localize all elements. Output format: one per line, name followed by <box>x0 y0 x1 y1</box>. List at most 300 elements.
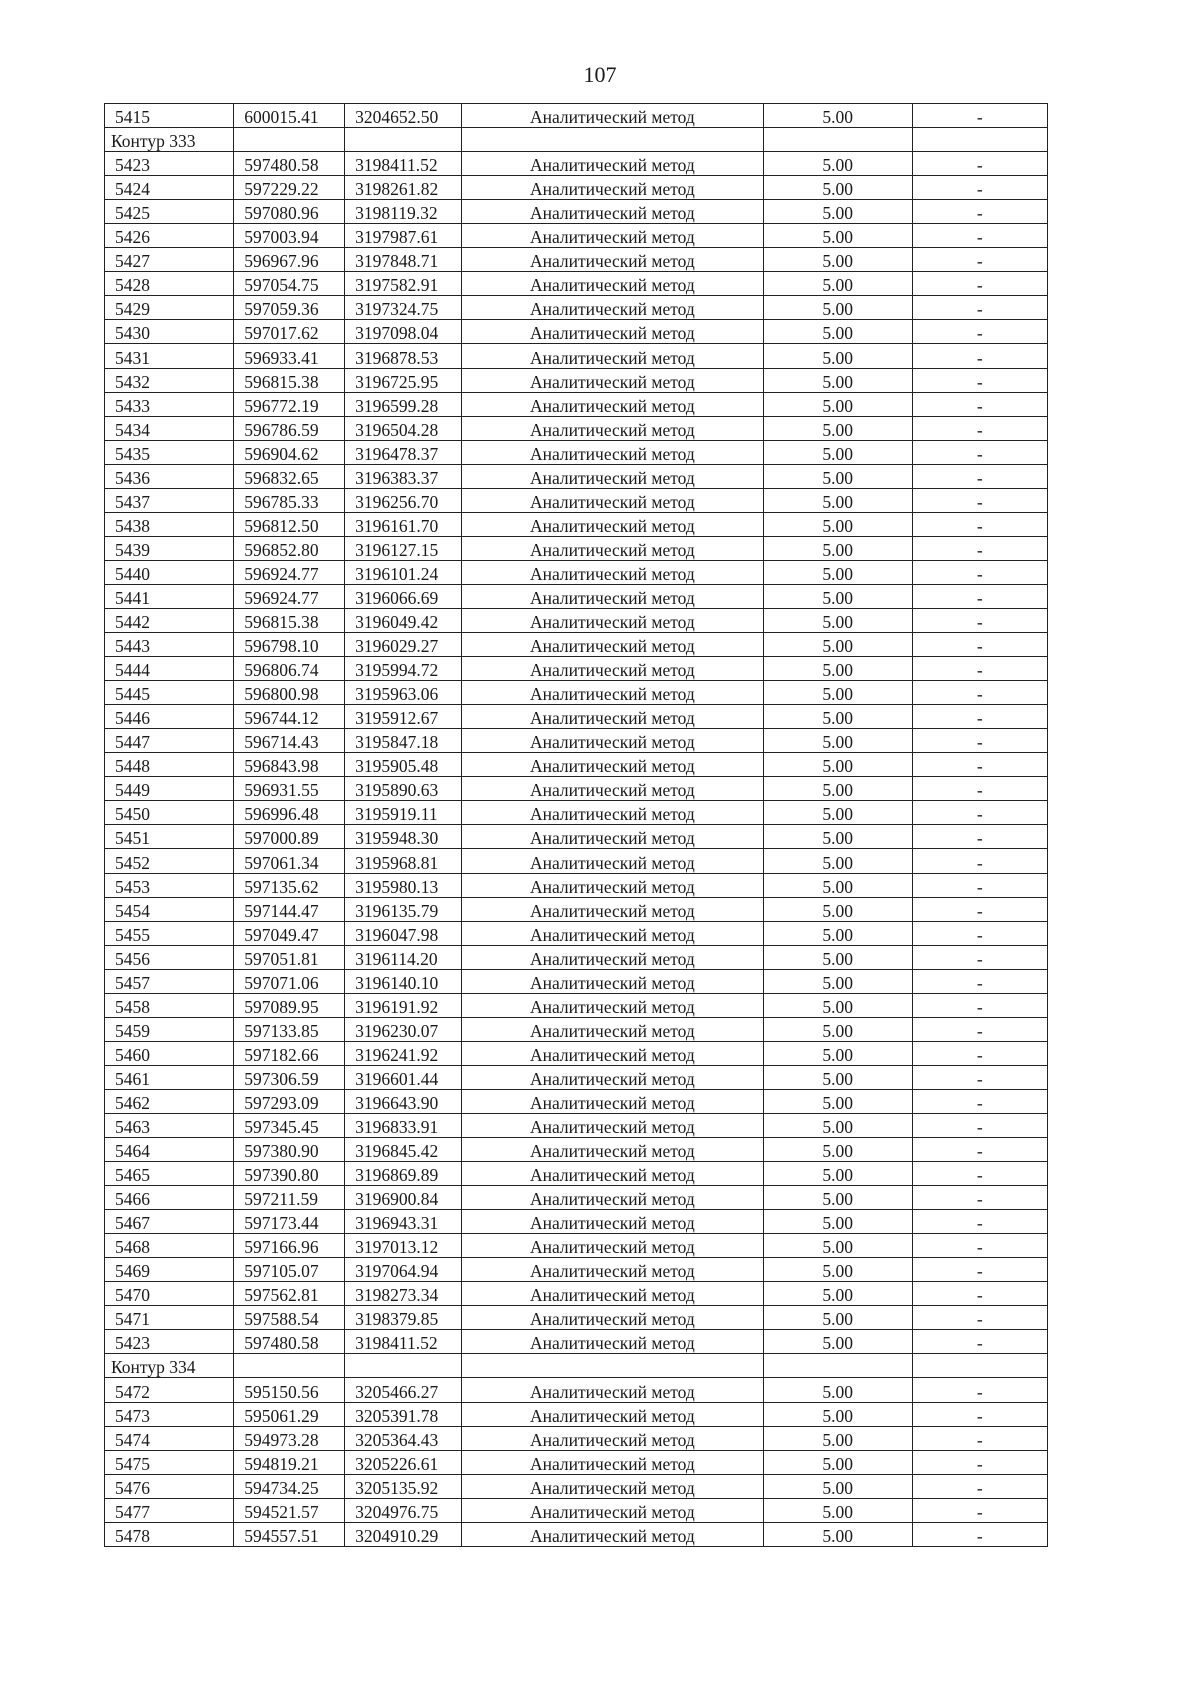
point-number-cell: 5428 <box>105 272 234 296</box>
error-cell: 5.00 <box>763 536 912 560</box>
y-coordinate-cell: 3196049.42 <box>345 608 462 632</box>
error-cell: 5.00 <box>763 873 912 897</box>
method-cell: Аналитический метод <box>462 1065 764 1089</box>
error-cell: 5.00 <box>763 272 912 296</box>
description-cell: - <box>912 1186 1047 1210</box>
point-number-cell: 5415 <box>105 104 234 128</box>
error-cell: 5.00 <box>763 1402 912 1426</box>
x-coordinate-cell: 600015.41 <box>234 104 345 128</box>
description-cell: - <box>912 560 1047 584</box>
table-row <box>105 825 1048 849</box>
point-number-cell: 5473 <box>105 1402 234 1426</box>
x-coordinate-cell: 596843.98 <box>234 753 345 777</box>
method-cell: Аналитический метод <box>462 1426 764 1450</box>
table-row <box>105 1089 1048 1113</box>
point-number-cell: 5470 <box>105 1282 234 1306</box>
error-cell: 5.00 <box>763 969 912 993</box>
error-cell: 5.00 <box>763 1378 912 1402</box>
error-cell: 5.00 <box>763 512 912 536</box>
y-coordinate-cell: 3205364.43 <box>345 1426 462 1450</box>
y-coordinate-cell: 3204976.75 <box>345 1498 462 1522</box>
y-coordinate-cell: 3205466.27 <box>345 1378 462 1402</box>
description-cell: - <box>912 1450 1047 1474</box>
x-coordinate-cell: 596832.65 <box>234 464 345 488</box>
method-cell: Аналитический метод <box>462 1138 764 1162</box>
x-coordinate-cell: 596785.33 <box>234 488 345 512</box>
x-coordinate-cell: 596798.10 <box>234 633 345 657</box>
error-cell: 5.00 <box>763 825 912 849</box>
point-number-cell: 5436 <box>105 464 234 488</box>
x-coordinate-cell: 594973.28 <box>234 1426 345 1450</box>
method-cell: Аналитический метод <box>462 657 764 681</box>
error-cell: 5.00 <box>763 1330 912 1354</box>
x-coordinate-cell: 596744.12 <box>234 705 345 729</box>
y-coordinate-cell: 3205391.78 <box>345 1402 462 1426</box>
x-coordinate-cell: 596815.38 <box>234 608 345 632</box>
x-coordinate-cell: 597061.34 <box>234 849 345 873</box>
description-cell: - <box>912 248 1047 272</box>
method-cell: Аналитический метод <box>462 1258 764 1282</box>
description-cell: - <box>912 1113 1047 1137</box>
error-cell: 5.00 <box>763 176 912 200</box>
table-row <box>105 921 1048 945</box>
y-coordinate-cell: 3195912.67 <box>345 705 462 729</box>
error-cell: 5.00 <box>763 993 912 1017</box>
x-coordinate-cell: 594819.21 <box>234 1450 345 1474</box>
description-cell: - <box>912 1498 1047 1522</box>
point-number-cell: 5454 <box>105 897 234 921</box>
table-row <box>105 248 1048 272</box>
contour-label: Контур 333 <box>105 128 234 152</box>
y-coordinate-cell: 3196900.84 <box>345 1186 462 1210</box>
method-cell: Аналитический метод <box>462 608 764 632</box>
method-cell: Аналитический метод <box>462 1162 764 1186</box>
description-cell: - <box>912 320 1047 344</box>
point-number-cell: 5462 <box>105 1089 234 1113</box>
x-coordinate-cell: 597306.59 <box>234 1065 345 1089</box>
point-number-cell: 5434 <box>105 416 234 440</box>
table-row <box>105 224 1048 248</box>
method-cell: Аналитический метод <box>462 176 764 200</box>
point-number-cell: 5466 <box>105 1186 234 1210</box>
y-coordinate-cell: 3205226.61 <box>345 1450 462 1474</box>
y-coordinate-cell: 3205135.92 <box>345 1474 462 1498</box>
method-cell: Аналитический метод <box>462 849 764 873</box>
point-number-cell: 5439 <box>105 536 234 560</box>
point-number-cell: 5451 <box>105 825 234 849</box>
point-number-cell: 5448 <box>105 753 234 777</box>
point-number-cell: 5476 <box>105 1474 234 1498</box>
point-number-cell: 5474 <box>105 1426 234 1450</box>
empty-cell <box>234 128 345 152</box>
table-row <box>105 945 1048 969</box>
error-cell: 5.00 <box>763 705 912 729</box>
x-coordinate-cell: 596806.74 <box>234 657 345 681</box>
method-cell: Аналитический метод <box>462 392 764 416</box>
table-row <box>105 1282 1048 1306</box>
point-number-cell: 5423 <box>105 1330 234 1354</box>
point-number-cell: 5460 <box>105 1041 234 1065</box>
y-coordinate-cell: 3196140.10 <box>345 969 462 993</box>
error-cell: 5.00 <box>763 1426 912 1450</box>
error-cell: 5.00 <box>763 657 912 681</box>
table-row <box>105 1065 1048 1089</box>
point-number-cell: 5477 <box>105 1498 234 1522</box>
method-cell: Аналитический метод <box>462 1330 764 1354</box>
error-cell: 5.00 <box>763 921 912 945</box>
method-cell: Аналитический метод <box>462 1522 764 1546</box>
error-cell: 5.00 <box>763 1498 912 1522</box>
x-coordinate-cell: 597071.06 <box>234 969 345 993</box>
x-coordinate-cell: 597182.66 <box>234 1041 345 1065</box>
error-cell: 5.00 <box>763 104 912 128</box>
y-coordinate-cell: 3196478.37 <box>345 440 462 464</box>
point-number-cell: 5423 <box>105 152 234 176</box>
x-coordinate-cell: 597562.81 <box>234 1282 345 1306</box>
y-coordinate-cell: 3195980.13 <box>345 873 462 897</box>
point-number-cell: 5459 <box>105 1017 234 1041</box>
error-cell: 5.00 <box>763 560 912 584</box>
table-row <box>105 1258 1048 1282</box>
error-cell: 5.00 <box>763 849 912 873</box>
method-cell: Аналитический метод <box>462 1306 764 1330</box>
error-cell: 5.00 <box>763 1234 912 1258</box>
error-cell: 5.00 <box>763 753 912 777</box>
table-row <box>105 1186 1048 1210</box>
table-row <box>105 873 1048 897</box>
point-number-cell: 5444 <box>105 657 234 681</box>
description-cell: - <box>912 152 1047 176</box>
table-row <box>105 488 1048 512</box>
description-cell: - <box>912 1162 1047 1186</box>
point-number-cell: 5471 <box>105 1306 234 1330</box>
table-row <box>105 1498 1048 1522</box>
description-cell: - <box>912 1282 1047 1306</box>
y-coordinate-cell: 3196725.95 <box>345 368 462 392</box>
x-coordinate-cell: 597049.47 <box>234 921 345 945</box>
method-cell: Аналитический метод <box>462 1474 764 1498</box>
empty-cell <box>912 1354 1047 1378</box>
x-coordinate-cell: 594734.25 <box>234 1474 345 1498</box>
point-number-cell: 5433 <box>105 392 234 416</box>
point-number-cell: 5427 <box>105 248 234 272</box>
table-row <box>105 464 1048 488</box>
y-coordinate-cell: 3196256.70 <box>345 488 462 512</box>
table-row <box>105 296 1048 320</box>
description-cell: - <box>912 1089 1047 1113</box>
table-row <box>105 1210 1048 1234</box>
description-cell: - <box>912 753 1047 777</box>
table-row <box>105 801 1048 825</box>
method-cell: Аналитический метод <box>462 873 764 897</box>
table-row <box>105 272 1048 296</box>
y-coordinate-cell: 3197013.12 <box>345 1234 462 1258</box>
table-row <box>105 681 1048 705</box>
y-coordinate-cell: 3198379.85 <box>345 1306 462 1330</box>
y-coordinate-cell: 3196114.20 <box>345 945 462 969</box>
point-number-cell: 5431 <box>105 344 234 368</box>
table-row <box>105 1402 1048 1426</box>
error-cell: 5.00 <box>763 1282 912 1306</box>
method-cell: Аналитический метод <box>462 729 764 753</box>
x-coordinate-cell: 597089.95 <box>234 993 345 1017</box>
table-row <box>105 1474 1048 1498</box>
empty-cell <box>234 1354 345 1378</box>
description-cell: - <box>912 777 1047 801</box>
table-row <box>105 1306 1048 1330</box>
table-row <box>105 584 1048 608</box>
table-row <box>105 512 1048 536</box>
page-number: 107 <box>583 62 617 87</box>
description-cell: - <box>912 296 1047 320</box>
description-cell: - <box>912 512 1047 536</box>
point-number-cell: 5452 <box>105 849 234 873</box>
x-coordinate-cell: 597054.75 <box>234 272 345 296</box>
error-cell: 5.00 <box>763 681 912 705</box>
description-cell: - <box>912 1138 1047 1162</box>
error-cell: 5.00 <box>763 1186 912 1210</box>
point-number-cell: 5425 <box>105 200 234 224</box>
contour-label: Контур 334 <box>105 1354 234 1378</box>
y-coordinate-cell: 3197098.04 <box>345 320 462 344</box>
y-coordinate-cell: 3197064.94 <box>345 1258 462 1282</box>
contour-header-row <box>105 1354 1048 1378</box>
description-cell: - <box>912 1065 1047 1089</box>
error-cell: 5.00 <box>763 897 912 921</box>
empty-cell <box>462 1354 764 1378</box>
y-coordinate-cell: 3196191.92 <box>345 993 462 1017</box>
y-coordinate-cell: 3198261.82 <box>345 176 462 200</box>
x-coordinate-cell: 597105.07 <box>234 1258 345 1282</box>
y-coordinate-cell: 3195948.30 <box>345 825 462 849</box>
x-coordinate-cell: 595150.56 <box>234 1378 345 1402</box>
y-coordinate-cell: 3198411.52 <box>345 1330 462 1354</box>
error-cell: 5.00 <box>763 1041 912 1065</box>
empty-cell <box>345 1354 462 1378</box>
table-row <box>105 1017 1048 1041</box>
method-cell: Аналитический метод <box>462 969 764 993</box>
table-row <box>105 416 1048 440</box>
method-cell: Аналитический метод <box>462 945 764 969</box>
method-cell: Аналитический метод <box>462 993 764 1017</box>
description-cell: - <box>912 825 1047 849</box>
error-cell: 5.00 <box>763 801 912 825</box>
table-row <box>105 1522 1048 1546</box>
description-cell: - <box>912 1234 1047 1258</box>
method-cell: Аналитический метод <box>462 1498 764 1522</box>
y-coordinate-cell: 3195963.06 <box>345 681 462 705</box>
y-coordinate-cell: 3196869.89 <box>345 1162 462 1186</box>
y-coordinate-cell: 3196601.44 <box>345 1065 462 1089</box>
method-cell: Аналитический метод <box>462 1282 764 1306</box>
method-cell: Аналитический метод <box>462 705 764 729</box>
x-coordinate-cell: 597017.62 <box>234 320 345 344</box>
description-cell: - <box>912 897 1047 921</box>
point-number-cell: 5455 <box>105 921 234 945</box>
point-number-cell: 5468 <box>105 1234 234 1258</box>
point-number-cell: 5472 <box>105 1378 234 1402</box>
y-coordinate-cell: 3195890.63 <box>345 777 462 801</box>
description-cell: - <box>912 633 1047 657</box>
description-cell: - <box>912 1258 1047 1282</box>
x-coordinate-cell: 597293.09 <box>234 1089 345 1113</box>
error-cell: 5.00 <box>763 320 912 344</box>
description-cell: - <box>912 969 1047 993</box>
x-coordinate-cell: 596772.19 <box>234 392 345 416</box>
description-cell: - <box>912 1474 1047 1498</box>
y-coordinate-cell: 3196161.70 <box>345 512 462 536</box>
method-cell: Аналитический метод <box>462 584 764 608</box>
error-cell: 5.00 <box>763 416 912 440</box>
point-number-cell: 5437 <box>105 488 234 512</box>
error-cell: 5.00 <box>763 296 912 320</box>
y-coordinate-cell: 3196878.53 <box>345 344 462 368</box>
y-coordinate-cell: 3195994.72 <box>345 657 462 681</box>
x-coordinate-cell: 597173.44 <box>234 1210 345 1234</box>
description-cell: - <box>912 392 1047 416</box>
x-coordinate-cell: 597380.90 <box>234 1138 345 1162</box>
error-cell: 5.00 <box>763 1089 912 1113</box>
method-cell: Аналитический метод <box>462 152 764 176</box>
y-coordinate-cell: 3198411.52 <box>345 152 462 176</box>
y-coordinate-cell: 3196101.24 <box>345 560 462 584</box>
y-coordinate-cell: 3197324.75 <box>345 296 462 320</box>
table-row <box>105 897 1048 921</box>
method-cell: Аналитический метод <box>462 104 764 128</box>
x-coordinate-cell: 595061.29 <box>234 1402 345 1426</box>
description-cell: - <box>912 1330 1047 1354</box>
error-cell: 5.00 <box>763 224 912 248</box>
error-cell: 5.00 <box>763 200 912 224</box>
error-cell: 5.00 <box>763 1162 912 1186</box>
y-coordinate-cell: 3196230.07 <box>345 1017 462 1041</box>
point-number-cell: 5430 <box>105 320 234 344</box>
table-row <box>105 777 1048 801</box>
error-cell: 5.00 <box>763 1065 912 1089</box>
x-coordinate-cell: 596815.38 <box>234 368 345 392</box>
y-coordinate-cell: 3195968.81 <box>345 849 462 873</box>
y-coordinate-cell: 3196241.92 <box>345 1041 462 1065</box>
error-cell: 5.00 <box>763 344 912 368</box>
y-coordinate-cell: 3197987.61 <box>345 224 462 248</box>
table-row <box>105 849 1048 873</box>
table-row <box>105 1330 1048 1354</box>
description-cell: - <box>912 272 1047 296</box>
description-cell: - <box>912 176 1047 200</box>
x-coordinate-cell: 596967.96 <box>234 248 345 272</box>
description-cell: - <box>912 873 1047 897</box>
description-cell: - <box>912 1378 1047 1402</box>
y-coordinate-cell: 3196845.42 <box>345 1138 462 1162</box>
method-cell: Аналитический метод <box>462 344 764 368</box>
method-cell: Аналитический метод <box>462 368 764 392</box>
error-cell: 5.00 <box>763 633 912 657</box>
y-coordinate-cell: 3197582.91 <box>345 272 462 296</box>
description-cell: - <box>912 1306 1047 1330</box>
method-cell: Аналитический метод <box>462 1210 764 1234</box>
method-cell: Аналитический метод <box>462 1402 764 1426</box>
point-number-cell: 5478 <box>105 1522 234 1546</box>
method-cell: Аналитический метод <box>462 633 764 657</box>
empty-cell <box>763 1354 912 1378</box>
point-number-cell: 5465 <box>105 1162 234 1186</box>
method-cell: Аналитический метод <box>462 1113 764 1137</box>
x-coordinate-cell: 597003.94 <box>234 224 345 248</box>
table-row <box>105 440 1048 464</box>
table-row <box>105 753 1048 777</box>
table-row <box>105 392 1048 416</box>
table-row <box>105 320 1048 344</box>
error-cell: 5.00 <box>763 1113 912 1137</box>
error-cell: 5.00 <box>763 1210 912 1234</box>
method-cell: Аналитический метод <box>462 1041 764 1065</box>
y-coordinate-cell: 3195905.48 <box>345 753 462 777</box>
method-cell: Аналитический метод <box>462 296 764 320</box>
description-cell: - <box>912 729 1047 753</box>
error-cell: 5.00 <box>763 1138 912 1162</box>
error-cell: 5.00 <box>763 152 912 176</box>
point-number-cell: 5449 <box>105 777 234 801</box>
y-coordinate-cell: 3196643.90 <box>345 1089 462 1113</box>
description-cell: - <box>912 608 1047 632</box>
point-number-cell: 5456 <box>105 945 234 969</box>
description-cell: - <box>912 1402 1047 1426</box>
x-coordinate-cell: 596996.48 <box>234 801 345 825</box>
point-number-cell: 5464 <box>105 1138 234 1162</box>
description-cell: - <box>912 1017 1047 1041</box>
point-number-cell: 5467 <box>105 1210 234 1234</box>
x-coordinate-cell: 597080.96 <box>234 200 345 224</box>
x-coordinate-cell: 596924.77 <box>234 560 345 584</box>
x-coordinate-cell: 596812.50 <box>234 512 345 536</box>
point-number-cell: 5438 <box>105 512 234 536</box>
description-cell: - <box>912 1041 1047 1065</box>
table-row <box>105 969 1048 993</box>
x-coordinate-cell: 596931.55 <box>234 777 345 801</box>
table-row <box>105 1113 1048 1137</box>
y-coordinate-cell: 3195847.18 <box>345 729 462 753</box>
y-coordinate-cell: 3198119.32 <box>345 200 462 224</box>
description-cell: - <box>912 681 1047 705</box>
y-coordinate-cell: 3204910.29 <box>345 1522 462 1546</box>
description-cell: - <box>912 104 1047 128</box>
point-number-cell: 5469 <box>105 1258 234 1282</box>
method-cell: Аналитический метод <box>462 440 764 464</box>
description-cell: - <box>912 1426 1047 1450</box>
description-cell: - <box>912 849 1047 873</box>
table-row <box>105 993 1048 1017</box>
y-coordinate-cell: 3197848.71 <box>345 248 462 272</box>
contour-header-row <box>105 128 1048 152</box>
x-coordinate-cell: 597144.47 <box>234 897 345 921</box>
method-cell: Аналитический метод <box>462 416 764 440</box>
method-cell: Аналитический метод <box>462 681 764 705</box>
error-cell: 5.00 <box>763 368 912 392</box>
table-row <box>105 1138 1048 1162</box>
error-cell: 5.00 <box>763 1474 912 1498</box>
table-row <box>105 1426 1048 1450</box>
y-coordinate-cell: 3196833.91 <box>345 1113 462 1137</box>
point-number-cell: 5475 <box>105 1450 234 1474</box>
y-coordinate-cell: 3196504.28 <box>345 416 462 440</box>
point-number-cell: 5445 <box>105 681 234 705</box>
description-cell: - <box>912 993 1047 1017</box>
table-row <box>105 368 1048 392</box>
error-cell: 5.00 <box>763 440 912 464</box>
y-coordinate-cell: 3198273.34 <box>345 1282 462 1306</box>
point-number-cell: 5429 <box>105 296 234 320</box>
description-cell: - <box>912 1522 1047 1546</box>
